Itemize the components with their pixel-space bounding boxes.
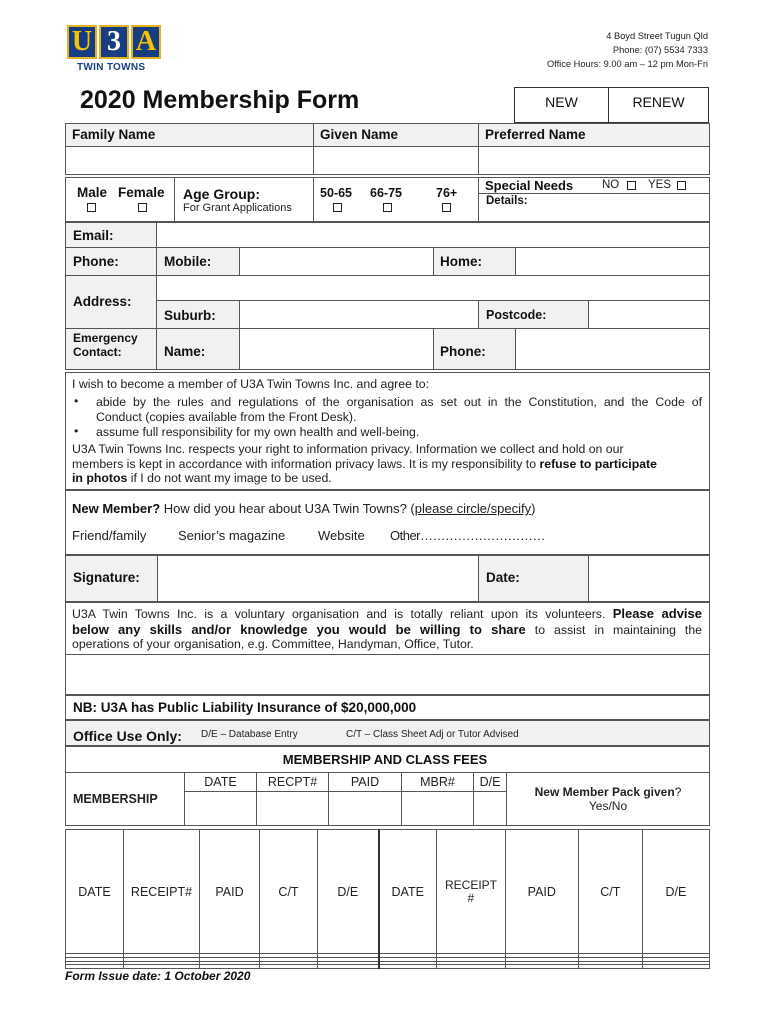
class-table-cell[interactable] xyxy=(66,965,124,969)
phone-label: Phone: xyxy=(73,254,119,269)
u3a-logo xyxy=(67,25,163,77)
volunteer-line-2-text: to assist in maintaining the xyxy=(525,623,703,637)
logo-letter-u: U xyxy=(67,25,97,59)
privacy-refuse-text: refuse to participate xyxy=(539,457,657,471)
emergency-name-field[interactable] xyxy=(240,329,433,369)
class-col-de: D/E xyxy=(318,830,379,954)
emergency-phone-field[interactable] xyxy=(516,329,709,369)
privacy-line-3 xyxy=(72,471,332,486)
volunteer-line-1 xyxy=(72,606,702,622)
special-needs-label: Special Needs xyxy=(485,178,574,193)
fees-col-recpt: RECPT# xyxy=(257,773,329,792)
preferred-name-field[interactable] xyxy=(479,148,709,174)
age-option-50-65: 50-65 xyxy=(320,186,352,200)
class-table-cell[interactable] xyxy=(200,965,260,969)
email-field[interactable] xyxy=(157,223,709,247)
fees-col-mbr: MBR# xyxy=(402,773,474,792)
suburb-label: Suburb: xyxy=(164,308,216,323)
skills-request-text: below any skills and/or knowledge you would be willing to share xyxy=(72,622,526,637)
class-table-cell[interactable] xyxy=(505,965,578,969)
bullet-2-dot: • xyxy=(74,424,79,438)
member-pack-cell[interactable] xyxy=(507,773,710,826)
class-table-cell[interactable] xyxy=(124,965,200,969)
fees-col-date: DATE xyxy=(185,773,257,792)
contact-address: 4 Boyd Street Tugun Qld xyxy=(606,31,708,41)
fees-mbr-field[interactable] xyxy=(402,792,474,826)
logo-letter-a: A xyxy=(131,25,161,59)
renew-label: RENEW xyxy=(632,94,685,110)
membership-row-label: MEMBERSHIP xyxy=(66,773,185,826)
new-member-question xyxy=(72,501,535,516)
volunteer-line-1-text: U3A Twin Towns Inc. is a voluntary organisation and is totally reliant upon its volunteers. xyxy=(72,607,613,621)
new-member-bold: New Member? xyxy=(72,501,161,516)
member-pack-label: New Member Pack given xyxy=(534,785,675,799)
class-table-row xyxy=(66,965,710,969)
age-option-76-plus: 76+ xyxy=(436,186,458,200)
family-name-label: Family Name xyxy=(72,127,156,142)
class-col-de-2: D/E xyxy=(642,830,709,954)
home-label: Home: xyxy=(440,254,483,269)
contact-hours: Office Hours: 9.00 am – 12 pm Mon-Fri xyxy=(546,59,708,69)
given-name-field[interactable] xyxy=(314,148,477,174)
special-needs-no-checkbox[interactable] xyxy=(627,181,636,190)
agreement-bullet-1-line-2: Conduct (copies available from the Front Desk). xyxy=(96,410,357,424)
agreement-bullet-2: assume full responsibility for my own health and well-being. xyxy=(96,425,420,439)
page-title: 2020 Membership Form xyxy=(80,86,360,114)
renew-checkbox-cell[interactable] xyxy=(608,87,709,123)
emergency-contact-label: Contact: xyxy=(73,345,122,359)
special-needs-yes-checkbox[interactable] xyxy=(677,181,686,190)
class-col-date-2: DATE xyxy=(379,830,437,954)
address-label: Address: xyxy=(73,294,132,309)
class-col-ct-2: C/T xyxy=(578,830,642,954)
class-table-cell[interactable] xyxy=(642,965,709,969)
emergency-phone-label: Phone: xyxy=(440,344,486,359)
privacy-line-2 xyxy=(72,457,657,472)
class-col-paid-2: PAID xyxy=(505,830,578,954)
new-label: NEW xyxy=(545,94,578,110)
fees-paid-field[interactable] xyxy=(329,792,402,826)
volunteer-line-2 xyxy=(72,622,702,638)
special-needs-details-label: Details: xyxy=(486,195,528,207)
special-needs-no-label: NO xyxy=(602,179,620,191)
circle-specify-link: please circle/specify xyxy=(414,501,532,516)
form-issue-date: Form Issue date: 1 October 2020 xyxy=(65,969,251,983)
age-50-65-checkbox[interactable] xyxy=(333,203,342,212)
email-label: Email: xyxy=(73,228,114,243)
new-member-section xyxy=(65,490,710,555)
male-checkbox[interactable] xyxy=(87,203,96,212)
agreement-bullet-1-line-1: abide by the rules and regulations of the organisation as set out in the Constitution, and the Code of xyxy=(96,395,702,409)
family-name-field[interactable] xyxy=(66,148,312,174)
class-col-receipt: RECEIPT# xyxy=(124,830,200,954)
office-ct-note: C/T – Class Sheet Adj or Tutor Advised xyxy=(346,729,519,740)
address-field[interactable] xyxy=(157,276,709,300)
option-seniors-magazine[interactable]: Senior’s magazine xyxy=(178,528,286,543)
volunteer-line-3: operations of your organisation, e.g. Committee, Handyman, Office, Tutor. xyxy=(72,637,474,651)
fees-date-field[interactable] xyxy=(185,792,257,826)
privacy-line-1: U3A Twin Towns Inc. respects your right to information privacy. Information we collect and hold on our xyxy=(72,442,624,456)
agreement-intro: I wish to become a member of U3A Twin Towns Inc. and agree to: xyxy=(72,377,430,391)
logo-letter-3: 3 xyxy=(99,25,129,59)
new-member-question-text: How did you hear about U3A Twin Towns? ( xyxy=(160,501,415,516)
mobile-label: Mobile: xyxy=(164,254,212,269)
class-col-ct: C/T xyxy=(260,830,318,954)
option-website[interactable]: Website xyxy=(318,528,365,543)
fees-recpt-field[interactable] xyxy=(257,792,329,826)
age-group-note: For Grant Applications xyxy=(183,202,292,214)
special-needs-details-field[interactable] xyxy=(530,195,708,221)
member-pack-q: ? xyxy=(674,785,682,799)
class-table-cell[interactable] xyxy=(437,965,506,969)
logo-subtitle: TWIN TOWNS xyxy=(77,62,146,73)
signature-date-field[interactable] xyxy=(589,556,709,601)
privacy-line-3-text: if I do not want my image to be used. xyxy=(127,471,332,485)
signature-label: Signature: xyxy=(73,570,140,585)
fees-de-field[interactable] xyxy=(474,792,507,826)
postcode-field[interactable] xyxy=(589,301,709,328)
given-name-label: Given Name xyxy=(320,127,399,142)
age-66-75-checkbox[interactable] xyxy=(383,203,392,212)
signature-field[interactable] xyxy=(158,556,478,601)
bullet-1-dot: • xyxy=(74,394,79,408)
skills-field[interactable] xyxy=(66,655,709,694)
class-table-cell[interactable] xyxy=(318,965,379,969)
please-advise-text: Please advise xyxy=(612,606,702,621)
option-friend-family[interactable]: Friend/family xyxy=(72,528,147,543)
new-member-close: ) xyxy=(531,501,536,516)
class-col-paid: PAID xyxy=(200,830,260,954)
age-76-plus-checkbox[interactable] xyxy=(442,203,451,212)
special-needs-yes-label: YES xyxy=(648,179,672,191)
home-phone-field[interactable] xyxy=(516,248,709,275)
preferred-name-label: Preferred Name xyxy=(485,127,586,142)
class-table-cell[interactable] xyxy=(260,965,318,969)
female-checkbox[interactable] xyxy=(138,203,147,212)
privacy-line-2-text: members is kept in accordance with information privacy laws. It is my responsibility to xyxy=(72,457,540,471)
emergency-label: Emergency xyxy=(73,331,138,345)
fees-col-paid: PAID xyxy=(329,773,402,792)
class-table-cell[interactable] xyxy=(578,965,642,969)
age-group-label: Age Group: xyxy=(183,186,260,202)
class-col-date: DATE xyxy=(66,830,124,954)
signature-date-label: Date: xyxy=(486,570,520,585)
class-col-receipt-2: RECEIPT # xyxy=(437,830,506,954)
member-pack-options: Yes/No xyxy=(588,799,628,813)
class-table-cell[interactable] xyxy=(379,965,437,969)
postcode-label: Postcode: xyxy=(486,308,547,322)
male-label: Male xyxy=(77,185,108,200)
membership-type-group xyxy=(514,87,709,123)
female-label: Female xyxy=(118,185,165,200)
fees-col-de: D/E xyxy=(474,773,507,792)
office-use-label: Office Use Only: xyxy=(73,728,182,744)
insurance-note: NB: U3A has Public Liability Insurance of $20,000,000 xyxy=(73,700,417,715)
contact-phone: Phone: (07) 5534 7333 xyxy=(612,45,708,55)
class-fees-table xyxy=(65,829,710,969)
emergency-name-label: Name: xyxy=(164,344,206,359)
new-checkbox-cell[interactable] xyxy=(514,87,609,123)
age-option-66-75: 66-75 xyxy=(370,186,402,200)
office-de-note: D/E – Database Entry xyxy=(201,729,298,740)
mobile-field[interactable] xyxy=(240,248,433,275)
membership-fees-table xyxy=(65,772,710,826)
class-table-header xyxy=(66,830,710,954)
fees-title: MEMBERSHIP AND CLASS FEES xyxy=(282,752,488,767)
suburb-field[interactable] xyxy=(240,301,478,328)
privacy-photos-text: in photos xyxy=(72,471,128,485)
option-other[interactable]: Other………………………… xyxy=(390,528,546,543)
